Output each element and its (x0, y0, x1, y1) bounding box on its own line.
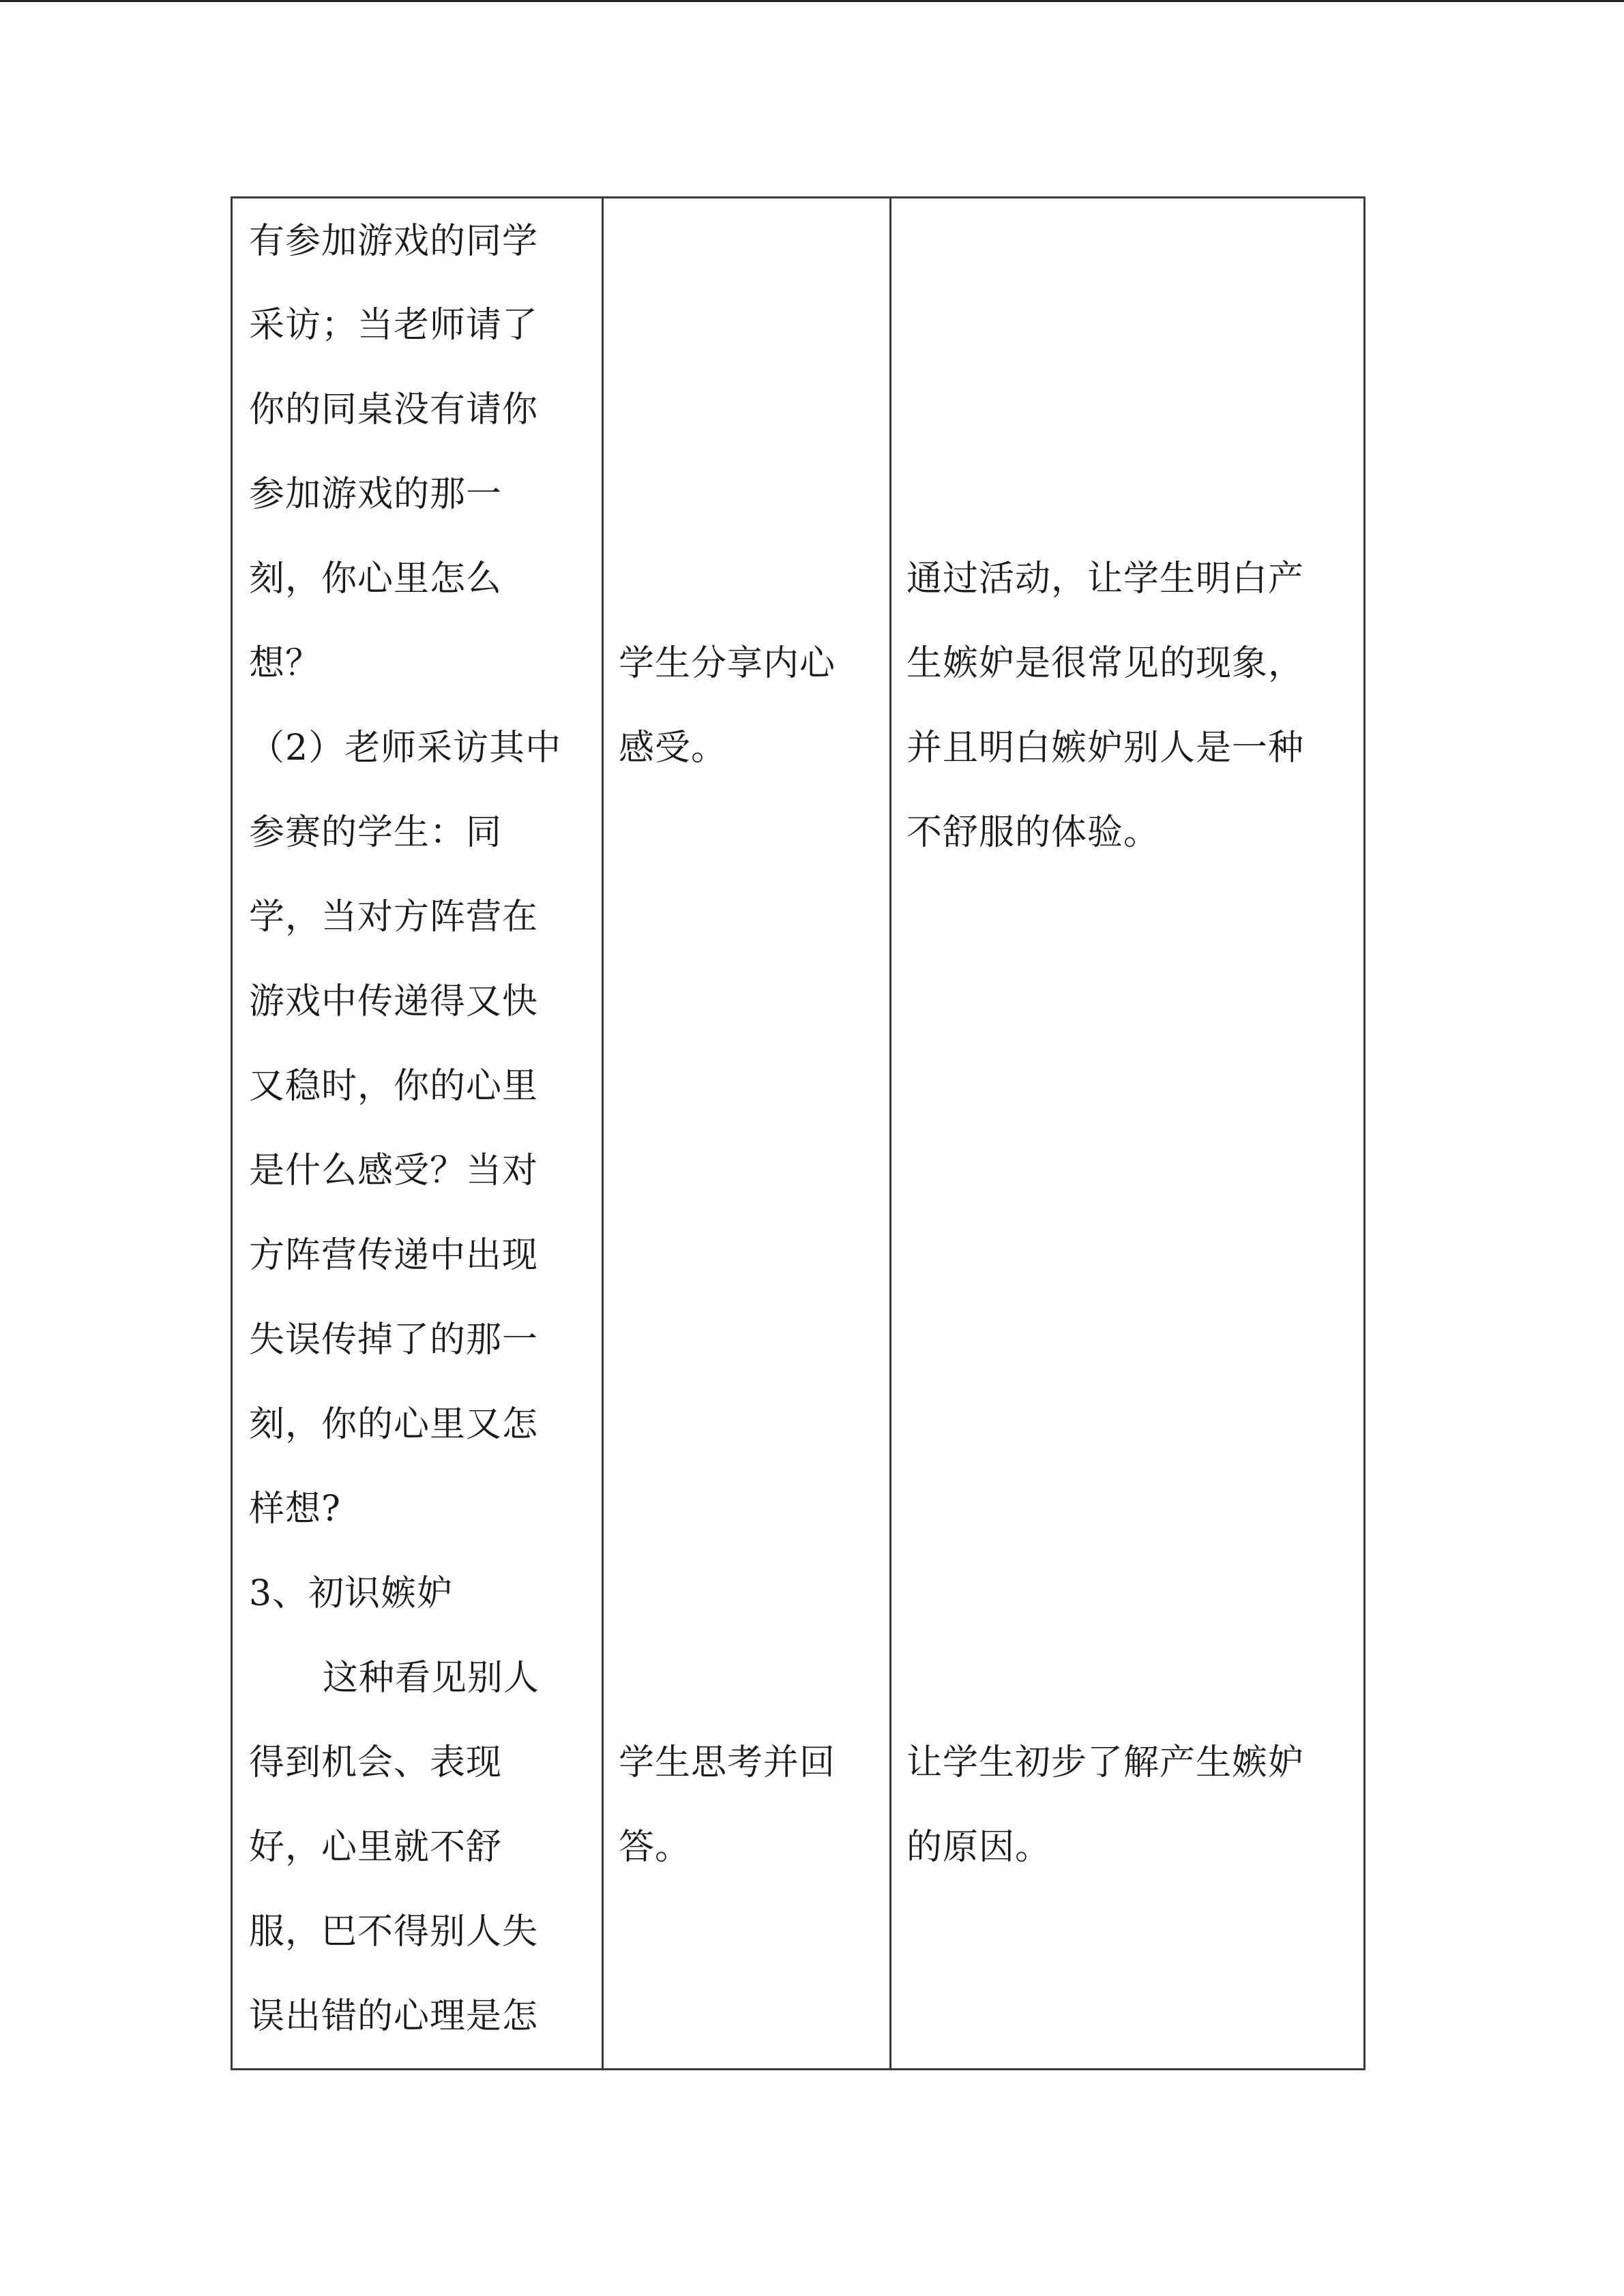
col1-line: 有参加游戏的同学 (249, 221, 539, 262)
col3-line: 通过活动，让学生明白产 (906, 558, 1305, 599)
col3-line: 让学生初步了解产生嫉妒 (906, 1742, 1305, 1783)
col1-line: 想？ (249, 643, 322, 684)
col1-line: 好，心里就不舒 (249, 1827, 503, 1868)
col1-line: 采访；当老师请了 (249, 305, 539, 346)
col2-line: 学生分享内心 (619, 643, 836, 684)
col1-line: 又稳时，你的心里 (249, 1066, 539, 1107)
column-divider (602, 198, 604, 2068)
col2-line: 答。 (619, 1827, 692, 1868)
col3-line: 不舒服的体验。 (906, 812, 1160, 853)
col1-line: 参赛的学生：同 (249, 812, 503, 853)
col1-line: （2）老师采访其中 (249, 728, 562, 769)
col1-line: 是什么感受？当对 (249, 1150, 539, 1191)
col1-line: 参加游戏的那一 (249, 474, 503, 515)
col1-line: 刻，你的心里又怎 (249, 1404, 539, 1445)
col1-line: 你的同桌没有请你 (249, 389, 539, 430)
col1-line: 方阵营传递中出现 (249, 1235, 539, 1276)
column-divider (889, 198, 891, 2068)
col1-line: 游戏中传递得又快 (249, 981, 539, 1022)
col3-line: 的原因。 (906, 1827, 1052, 1868)
col1-line: 样想? (249, 1489, 341, 1530)
col2-line: 感受。 (619, 728, 728, 769)
lesson-table (231, 196, 1365, 2070)
section-heading: 3、初识嫉妒 (249, 1573, 454, 1614)
top-border-rule (0, 0, 1624, 2)
col2-line: 学生思考并回 (619, 1742, 836, 1783)
col1-line: 得到机会、表现 (249, 1742, 503, 1783)
col1-line: 这种看见别人 (323, 1658, 540, 1699)
col3-line: 并且明白嫉妒别人是一种 (906, 728, 1305, 769)
col3-line: 生嫉妒是很常见的现象， (906, 643, 1305, 684)
col1-line: 学，当对方阵营在 (249, 897, 539, 938)
col1-line: 刻，你心里怎么 (249, 558, 503, 599)
col1-line: 服，巴不得别人失 (249, 1911, 539, 1952)
col1-line: 失误传掉了的那一 (249, 1320, 539, 1360)
col1-line: 误出错的心理是怎 (249, 1996, 539, 2037)
